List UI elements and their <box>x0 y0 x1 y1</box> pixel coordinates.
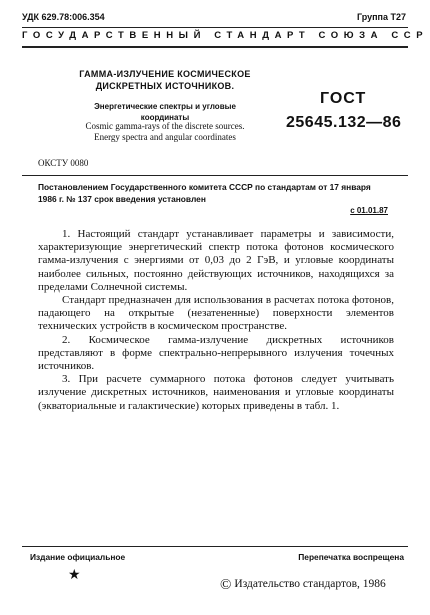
body-section <box>38 228 394 413</box>
paragraph-3: 2. Космическое гамма-излучение дискретных источников представляют в форме спектрально-непрерывного излучения точечных источников. <box>38 333 394 373</box>
gost-label: ГОСТ <box>320 90 367 107</box>
resolution-text <box>38 182 394 205</box>
copyright-icon: © <box>220 577 232 593</box>
footer-rule <box>22 546 408 547</box>
resolution-line2: 1986 г. № 137 срок введения установлен <box>38 193 206 204</box>
paragraph-2: Стандарт предназначен для использования в расчетах потока фотонов, падающего на открытые (незатененные) поверхности элементов технических устройств в космическом пространстве. <box>38 294 394 333</box>
title-ru-line1: ГАММА-ИЗЛУЧЕНИЕ КОСМИЧЕСКОЕ <box>79 69 251 79</box>
resolution-rule <box>22 175 408 176</box>
star-icon: ★ <box>68 568 81 583</box>
standard-banner: ГОСУДАРСТВЕННЫЙ СТАНДАРТ СОЮЗА ССР <box>22 30 429 41</box>
title-en-line1: Cosmic gamma-rays of the discrete sources. <box>85 121 245 131</box>
subtitle-ru-line2: координаты <box>140 113 190 122</box>
document-title-en <box>70 121 260 143</box>
udk-code: УДК 629.78:006.354 <box>22 12 105 22</box>
document-subtitle-ru <box>70 101 260 123</box>
gost-number: 25645.132—86 <box>286 114 402 131</box>
group-code: Группа Т27 <box>356 12 406 22</box>
banner-rule <box>22 46 408 48</box>
official-edition-label: Издание официальное <box>30 552 126 562</box>
okstu-code: ОКСТУ 0080 <box>38 158 89 168</box>
top-rule <box>22 27 408 28</box>
title-ru-line2: ДИСКРЕТНЫХ ИСТОЧНИКОВ. <box>95 81 235 91</box>
resolution-line1: Постановлением Государственного комитета СССР по стандартам от 17 января <box>38 182 371 192</box>
copyright-text: Издательство стандартов, 1986 <box>234 578 386 590</box>
publisher-copyright <box>220 577 386 594</box>
subtitle-ru-line1: Энергетические спектры и угловые <box>94 102 236 111</box>
document-title-ru <box>70 68 260 92</box>
reprint-prohibited-label: Перепечатка воспрещена <box>298 552 404 562</box>
title-en-line2: Energy spectra and angular coordinates <box>94 132 236 142</box>
paragraph-1: 1. Настоящий стандарт устанавливает параметры и зависимости, характеризующие энергетический спектр потока фотонов космического гамма-излучения с энергиями от 0,03 до 2 ГэВ, и угловые координаты наиболее сильных, постоянно действующих источников, находящихся за пределами Солнечной системы. <box>38 228 394 293</box>
paragraph-4: 3. При расчете суммарного потока фотонов следует учитывать излучение дискретных источников, наименования и угловые координаты (экваториальные и галактические) которых приведены в табл. 1. <box>38 373 394 412</box>
effective-date: с 01.01.87 <box>350 206 388 215</box>
